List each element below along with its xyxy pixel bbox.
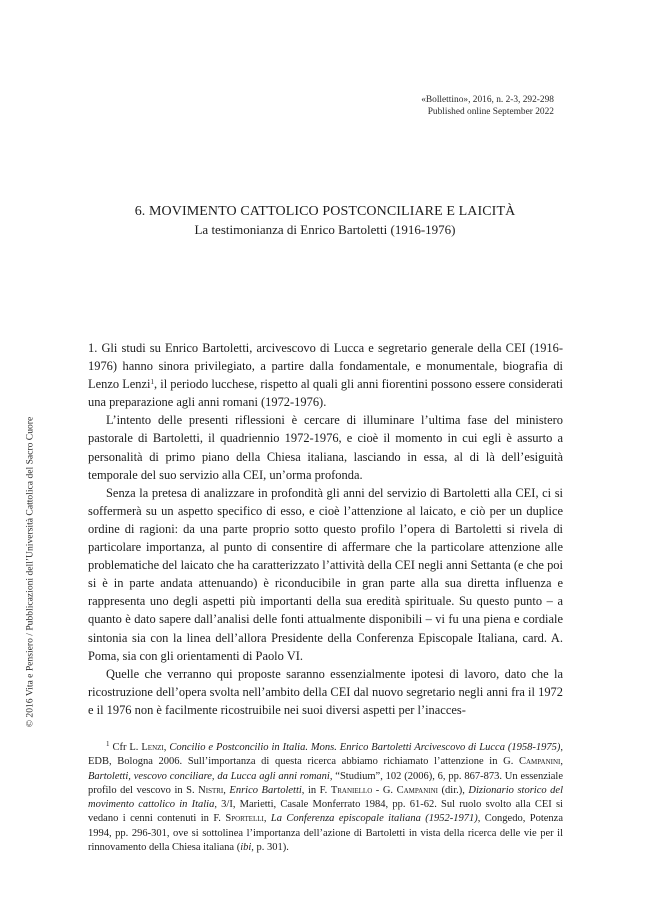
paragraph-1: 1. Gli studi su Enrico Bartoletti, arcivescovo di Lucca e segretario generale della CEI (1916-1976) hanno sinora privilegiato, a partire dalla fondamentale, e monumentale, biografia di Lenzo Lenzi$^1$, il periodo lucchese, rispetto al quali gli anni fiorentini possono essere considerati una preparazione agli anni romani (1972-1976). [88, 341, 564, 410]
footnotes [88, 741, 563, 855]
journal-header [421, 94, 554, 118]
paragraph-2: L’intento delle presenti riflessioni è cercare di illuminare l’ultima fase del ministero pastorale di Bartoletti, il quadriennio 1972-1976, e cioè il momento in cui egli è assurto a personalità di primo piano della Chiesa italiana, lasciando in essa, al di là dell’esiguità temporale del suo servizio alla CEI, un’orma profonda. [88, 413, 563, 482]
chapter-title: 6. MOVIMENTO CATTOLICO POSTCONCILIARE E LAICITÀ [134, 204, 516, 219]
publication-date: Published online September 2022 [427, 107, 554, 117]
footnote-1: $^1$ Cfr L. Lenzi, Concilio e Postconcilio in Italia. Mons. Enrico Bartoletti Arcivescovo di Lucca (1958-1975), EDB, Bologna 2006. Sull’importanza di questa ricerca abbiamo richiamato l’attenzione in G. Campanini, Bartoletti, vescovo conciliare, da Lucca agli anni romani, “Studium”, 102 (2006), 6, pp. 867-873. Un essenziale profilo del vescovo in S. Nistri, Enrico Bartoletti, in F. Traniello - G. Campanini (dir.), Dizionario storico del movimento cattolico in Italia, 3/I, Marietti, Casale Monferrato 1984, pp. 61-62. Sul ruolo svolto alla CEI si vedano i cenni contenuti in F. Sportelli, La Conferenza episcopale italiana (1952-1971), Congedo, Potenza 1994, pp. 296-301, ove si sottolinea l’importanza dell’azione di Bartoletti in vista della ricerca delle vie per il rinnovamento della Chiesa italiana (ibi, p. 301). [88, 740, 564, 854]
footnote-ref-1[interactable]: 1 [150, 378, 155, 387]
footnote-number: 1 [106, 740, 110, 748]
article-body [88, 339, 563, 719]
copyright-side-note: © 2016 Vita e Pensiero / Pubblicazioni dell’Università Cattolica del Sacro Cuore [24, 416, 36, 728]
paragraph-4: Quelle che verranno qui proposte saranno essenzialmente ipotesi di lavoro, dato che la ricostruzione dell’opera svolta nell’ambito della CEI dal nuovo segretario negli anni fra il 1972 e il 1976 non è facilmente ricostruibile nei suoi diversi aspetti per l’inacces- [88, 666, 563, 717]
chapter-heading [80, 203, 570, 239]
chapter-subtitle: La testimonianza di Enrico Bartoletti (1916-1976) [194, 222, 456, 237]
paragraph-3: Senza la pretesa di analizzare in profondità gli anni del servizio di Bartoletti alla CEI, ci si soffermerà su un aspetto specifico di esso, e cioè l’attenzione al laicato, e ciò per un duplice ordine di ragioni: da una parte proprio sotto questo profilo l’opera di Bartoletti si rivela di particolare importanza, al punto di consentire di affermare che la particolare attenzione alle problematiche del laicato che ha caratterizzato l’attività della CEI negli anni Settanta (e che poi si è in parte andata attenuando) è riconducibile in gran parte alla sua diretta influenza e rappresenta uno degli aspetti più importanti della sua eredità spirituale. Su questo punto – a quanto è dato sapere dall’analisi delle fonti attualmente disponibili – vi fu una piena e cordiale sintonia sia con la linea dell’allora Presidente della Conferenza Episcopale Italiana, card. A. Poma, sia con gli orientamenti di Paolo VI. [88, 485, 563, 663]
journal-citation: «Bollettino», 2016, n. 2-3, 292-298 [421, 95, 554, 105]
